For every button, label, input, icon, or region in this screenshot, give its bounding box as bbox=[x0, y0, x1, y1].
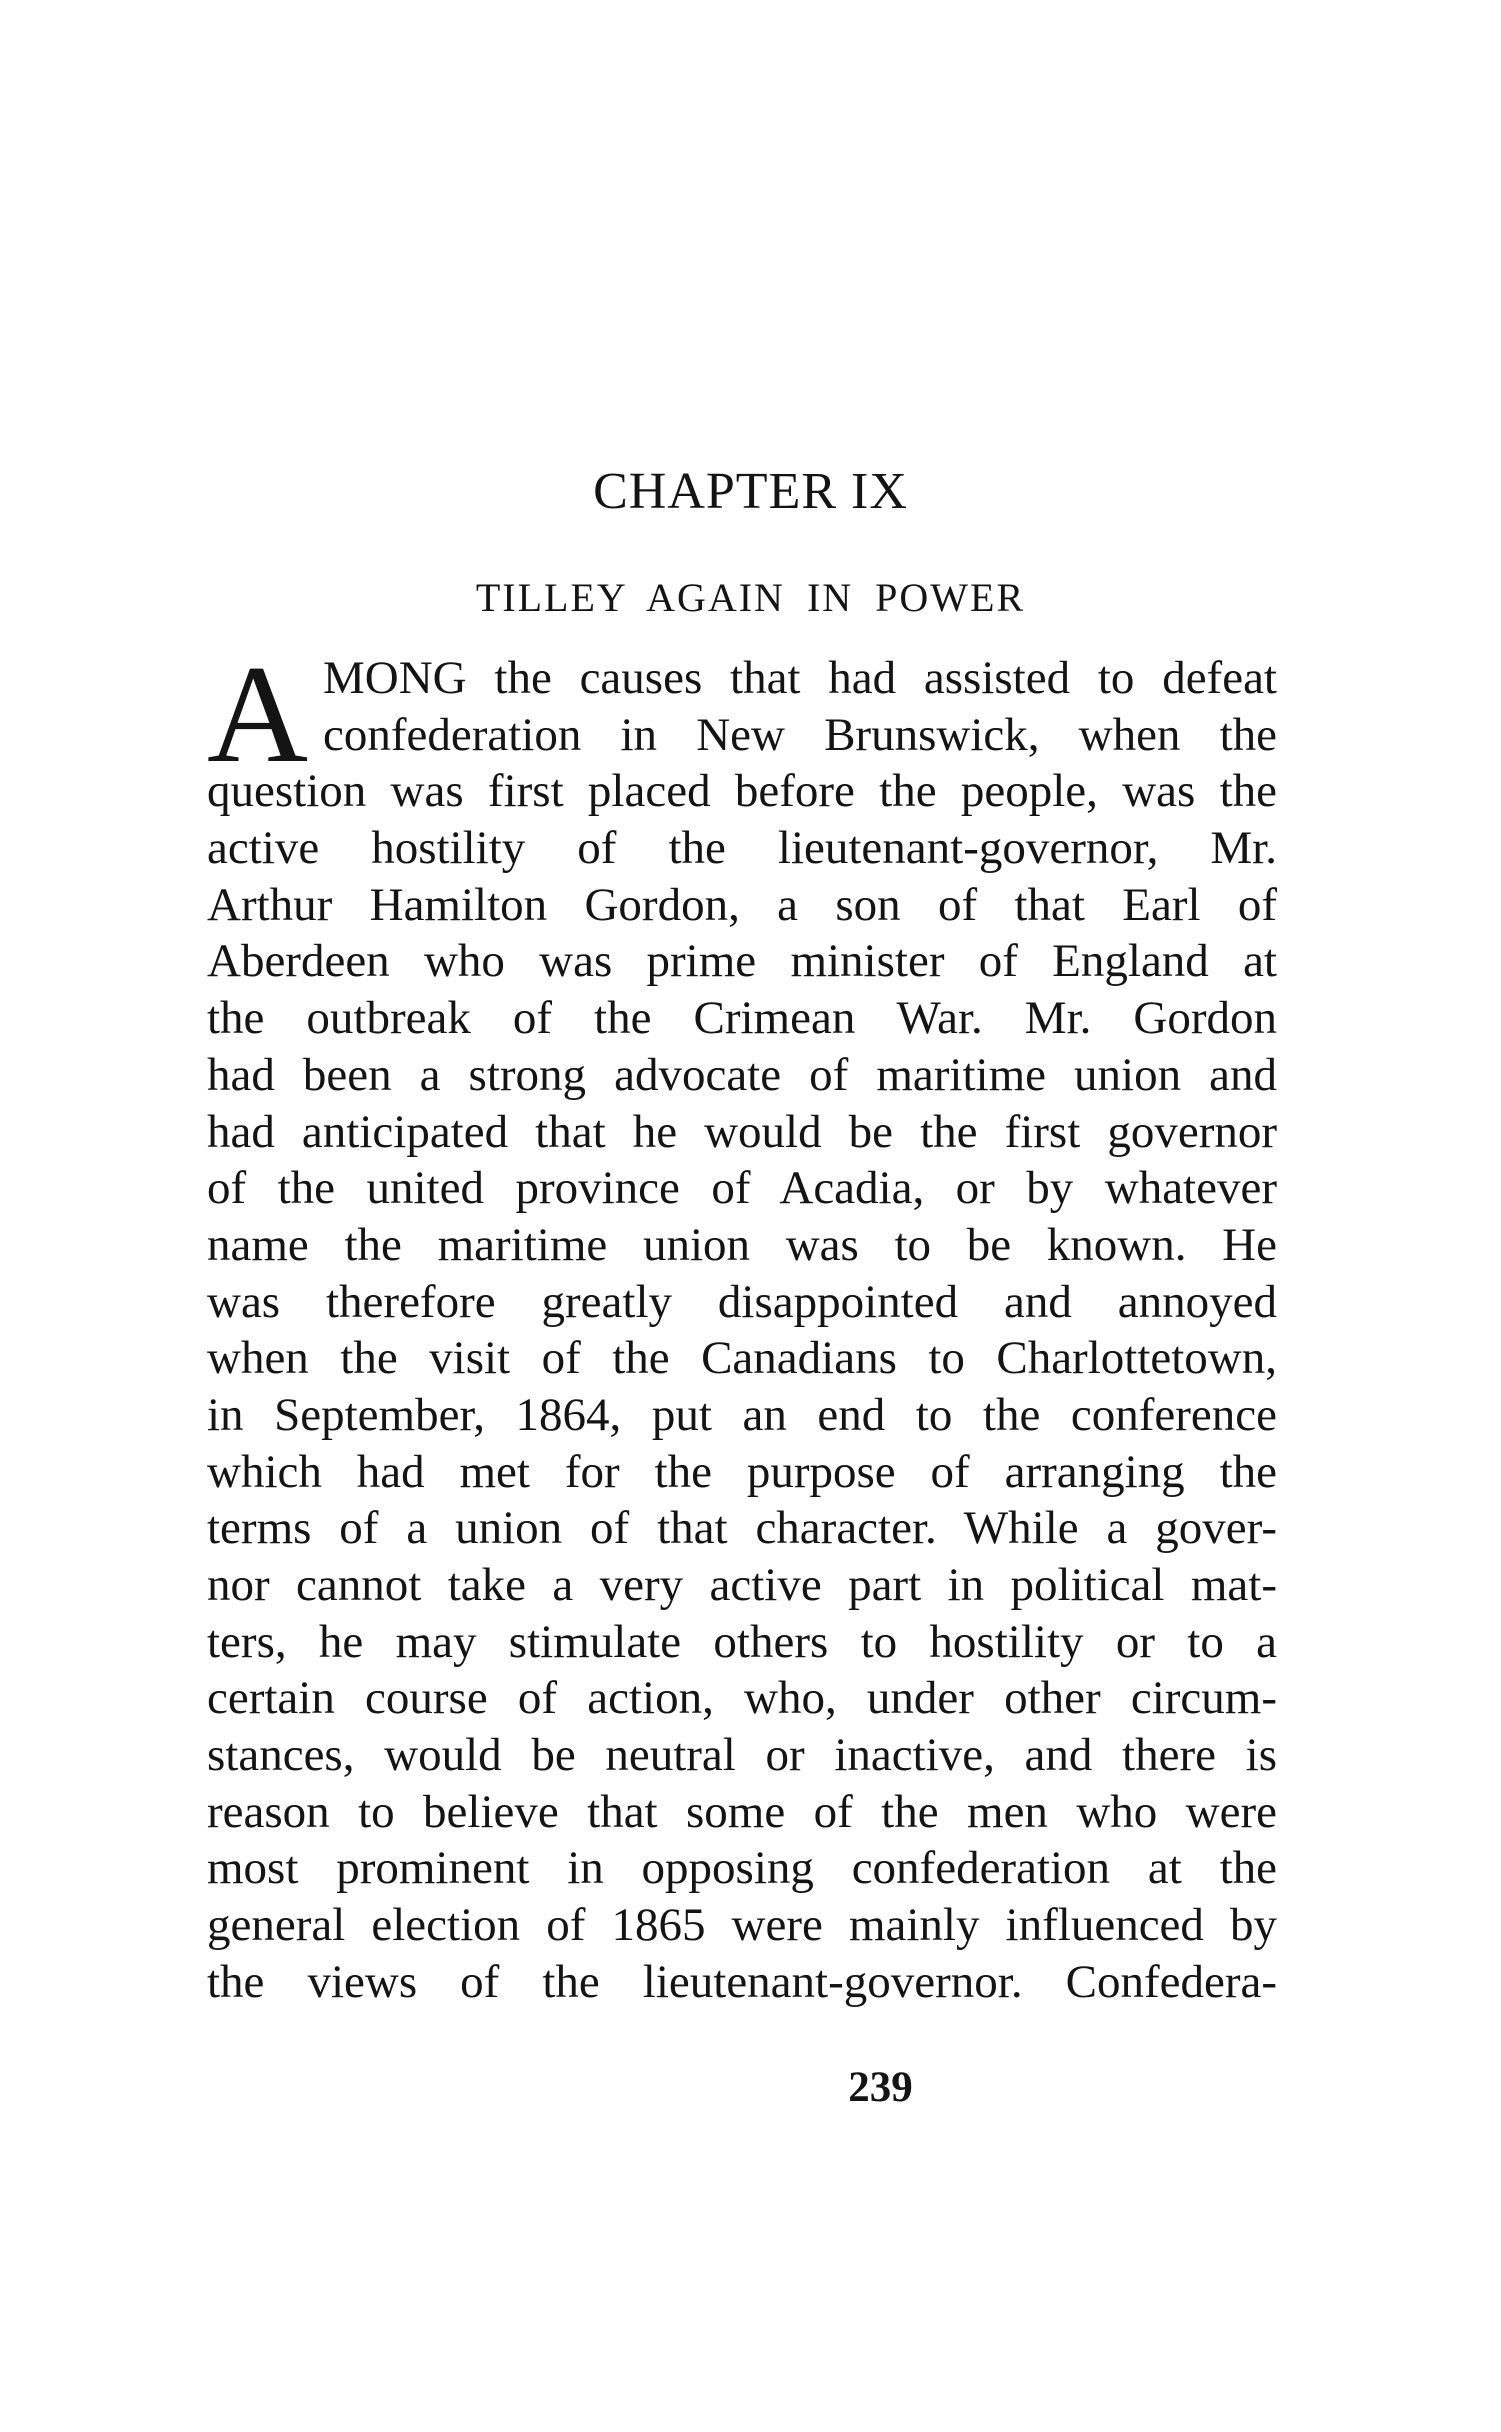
text-line: the outbreak of the Crimean War. Mr. Gordon bbox=[207, 992, 1277, 1045]
text-line: the views of the lieutenant-governor. Confedera- bbox=[207, 1955, 1277, 2008]
text-line: stances, would be neutral or inactive, and there is bbox=[207, 1729, 1277, 1782]
text-line: in September, 1864, put an end to the conference bbox=[207, 1388, 1277, 1441]
chapter-title: TILLEY AGAIN IN POWER bbox=[475, 575, 1026, 620]
text-line: which had met for the purpose of arranging the bbox=[207, 1445, 1277, 1498]
text-line: active hostility of the lieutenant-governor, Mr. bbox=[207, 822, 1277, 875]
text-line: name the maritime union was to be known. He bbox=[207, 1218, 1277, 1271]
text-line: MONG the causes that had assisted to defeat bbox=[323, 652, 1277, 704]
text-line: nor cannot take a very active part in political mat- bbox=[207, 1559, 1277, 1611]
drop-cap: A bbox=[207, 637, 309, 792]
text-line: Aberdeen who was prime minister of England at bbox=[207, 935, 1277, 988]
text-line: certain course of action, who, under other circum- bbox=[207, 1672, 1277, 1725]
text-line: was therefore greatly disappointed and annoyed bbox=[207, 1275, 1277, 1328]
text-line: of the united province of Acadia, or by whatever bbox=[207, 1162, 1277, 1215]
text-line: terms of a union of that character. While a gover- bbox=[207, 1502, 1277, 1555]
text-line: general election of 1865 were mainly influenced by bbox=[207, 1899, 1277, 1952]
text-line: confederation in New Brunswick, when the bbox=[323, 708, 1277, 761]
text-line: ters, he may stimulate others to hostility or to a bbox=[207, 1615, 1277, 1668]
chapter-body-text bbox=[207, 637, 1277, 2011]
page-number: 239 bbox=[848, 2064, 913, 2111]
text-line: question was first placed before the people, was the bbox=[207, 765, 1277, 818]
text-line: had anticipated that he would be the first governor bbox=[207, 1105, 1277, 1158]
text-line: Arthur Hamilton Gordon, a son of that Earl of bbox=[207, 878, 1277, 931]
text-line: had been a strong advocate of maritime union and bbox=[207, 1048, 1277, 1101]
chapter-heading: CHAPTER IX bbox=[593, 463, 908, 520]
text-line: reason to believe that some of the men who were bbox=[207, 1785, 1277, 1838]
text-line: when the visit of the Canadians to Charlottetown, bbox=[207, 1332, 1277, 1385]
text-line: most prominent in opposing confederation at the bbox=[207, 1842, 1277, 1895]
